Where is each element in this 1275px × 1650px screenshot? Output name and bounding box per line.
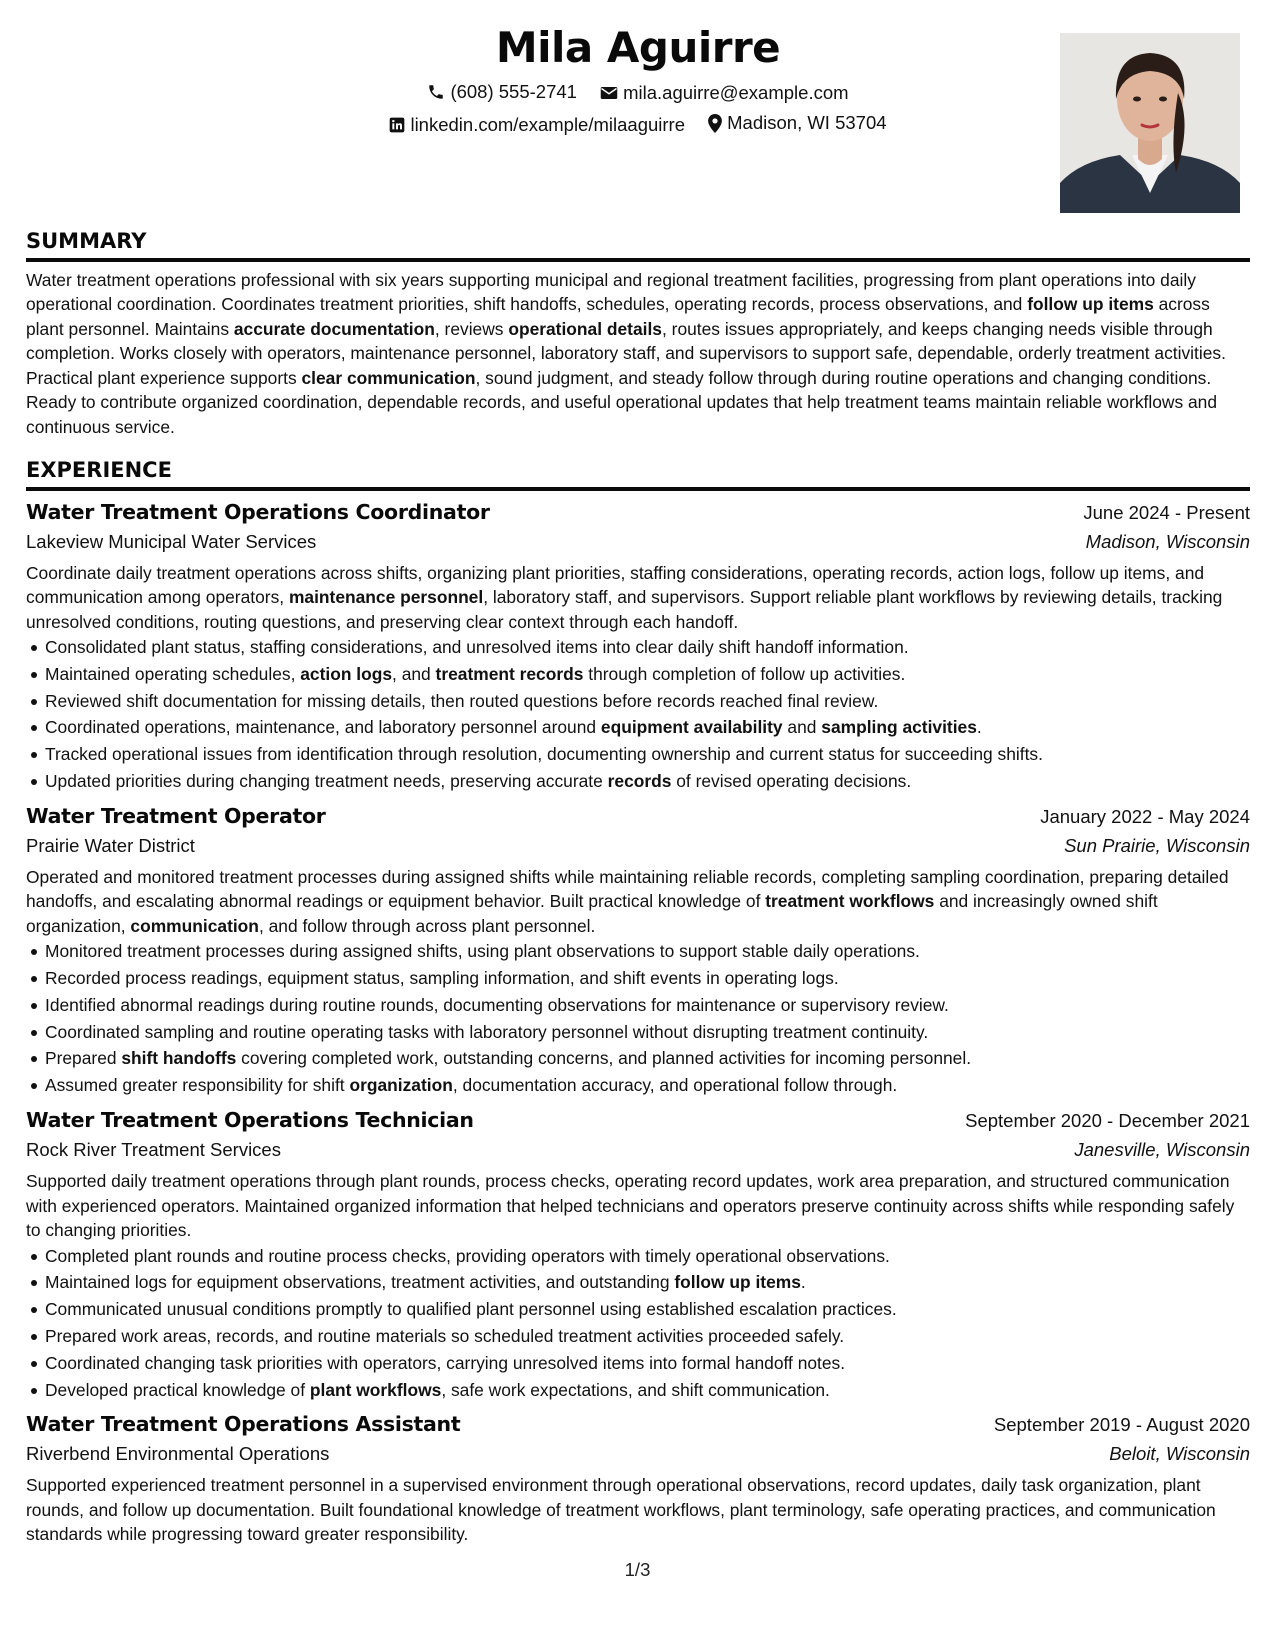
emphasis-text: shift handoffs xyxy=(121,1048,237,1069)
job-bullet: Communicated unusual conditions promptly to qualified plant personnel using established escalation practices. xyxy=(45,1296,1250,1323)
summary-heading: SUMMARY xyxy=(26,229,147,253)
job-summary: Supported daily treatment operations through plant rounds, process checks, operating record updates, work area preparation, and structured communication with experienced operators. Maintained organized information that helped technicians and operators preserve continuity across shifts while responding safely to changing priorities. xyxy=(26,1171,1235,1241)
phone-number[interactable]: (608) 555-2741 xyxy=(450,81,577,102)
experience-section xyxy=(26,456,1250,1547)
company-name: Rock River Treatment Services xyxy=(26,1139,281,1161)
job-location: Janesville, Wisconsin xyxy=(1074,1139,1250,1161)
job-summary: Supported experienced treatment personnel in a supervised environment through operational observations, record updates, daily task organization, plant rounds, and follow up documentation. Built foundational knowledge of treatment workflows, plant terminology, safe operating practices, and communication standards while progressing toward greater responsibility. xyxy=(26,1475,1216,1545)
job-bullet: Developed practical knowledge of plant workflows, safe work expectations, and shift communication. xyxy=(45,1377,1250,1404)
job-bullet-list xyxy=(26,938,1250,1099)
map-pin-icon xyxy=(708,114,722,133)
job-bullet: Prepared work areas, records, and routine materials so scheduled treatment activities proceeded safely. xyxy=(45,1323,1250,1350)
job-dates: January 2022 - May 2024 xyxy=(1040,805,1250,827)
job-bullet: Consolidated plant status, staffing considerations, and unresolved items into clear daily shift handoff information. xyxy=(45,634,1250,661)
envelope-icon xyxy=(600,85,618,101)
linkedin-icon xyxy=(389,117,405,133)
job-entry xyxy=(26,1105,1250,1403)
job-bullet: Maintained operating schedules, action logs, and treatment records through completion of follow up activities. xyxy=(45,661,1250,688)
emphasis-text: communication xyxy=(130,915,259,936)
emphasis-text: sampling activities xyxy=(821,717,977,738)
job-title: Water Treatment Operations Assistant xyxy=(26,1412,461,1437)
job-bullet-list xyxy=(26,1243,1250,1404)
summary-section xyxy=(26,227,1250,439)
job-header xyxy=(26,1105,1250,1135)
job-bullet: Completed plant rounds and routine process checks, providing operators with timely operational observations. xyxy=(45,1243,1250,1270)
email-contact xyxy=(600,80,848,106)
company-name: Lakeview Municipal Water Services xyxy=(26,530,317,552)
phone-icon xyxy=(427,83,445,101)
emphasis-text: organization xyxy=(349,1075,453,1096)
job-bullet: Maintained logs for equipment observations, treatment activities, and outstanding follow up items. xyxy=(45,1269,1250,1296)
job-bullet: Identified abnormal readings during routine rounds, documenting observations for maintenance or supervisory review. xyxy=(45,992,1250,1019)
location-text: Madison, WI 53704 xyxy=(727,112,887,133)
job-subheader xyxy=(26,527,1250,557)
job-header xyxy=(26,497,1250,527)
job-bullet: Prepared shift handoffs covering completed work, outstanding concerns, and planned activities for incoming personnel. xyxy=(45,1045,1250,1072)
job-bullet: Coordinated operations, maintenance, and laboratory personnel around equipment availability and sampling activities. xyxy=(45,714,1250,741)
job-entry xyxy=(26,1409,1250,1547)
candidate-name: Mila Aguirre xyxy=(495,23,781,72)
job-dates: June 2024 - Present xyxy=(1083,501,1250,523)
job-bullet: Coordinated changing task priorities with operators, carrying unresolved items into formal handoff notes. xyxy=(45,1350,1250,1377)
job-bullet: Monitored treatment processes during assigned shifts, using plant observations to support stable daily operations. xyxy=(45,938,1250,965)
emphasis-text: records xyxy=(607,770,672,791)
job-subheader xyxy=(26,831,1250,861)
job-entry xyxy=(26,497,1250,795)
email-address[interactable]: mila.aguirre@example.com xyxy=(623,82,849,103)
emphasis-text: maintenance personnel xyxy=(288,587,484,607)
emphasis-text: action logs xyxy=(300,663,393,684)
profile-photo xyxy=(1060,33,1240,213)
location-contact xyxy=(708,110,886,136)
company-name: Riverbend Environmental Operations xyxy=(26,1443,330,1465)
company-name: Prairie Water District xyxy=(26,834,195,856)
job-dates: September 2019 - August 2020 xyxy=(993,1414,1250,1436)
phone-contact xyxy=(427,79,577,105)
section-divider xyxy=(26,487,1250,491)
job-bullet: Reviewed shift documentation for missing details, then routed questions before records reached final review. xyxy=(45,688,1250,715)
emphasis-text: accurate documentation xyxy=(233,318,435,339)
job-bullet: Coordinated sampling and routine operating tasks with laboratory personnel without disrupting treatment continuity. xyxy=(45,1019,1250,1046)
job-title: Water Treatment Operations Coordinator xyxy=(26,499,490,524)
linkedin-url[interactable]: linkedin.com/example/milaaguirre xyxy=(410,113,685,135)
job-location: Madison, Wisconsin xyxy=(1085,530,1250,552)
emphasis-text: operational details xyxy=(508,318,662,339)
job-bullet: Updated priorities during changing treatment needs, preserving accurate records of revised operating decisions. xyxy=(45,768,1250,795)
job-bullet-list xyxy=(26,634,1250,795)
job-title: Water Treatment Operations Technician xyxy=(26,1108,474,1133)
job-list xyxy=(26,497,1250,1547)
experience-heading: EXPERIENCE xyxy=(26,458,172,482)
job-summary: Operated and monitored treatment processes during assigned shifts while maintaining reliable records, completing sampling coordination, preparing detailed handoffs, and escalating abnormal readings or equipment behavior. Built practical knowledge of treatment workflows and increasingly owned shift organization, communication, and follow through across plant personnel. xyxy=(26,866,1229,936)
summary-text: Water treatment operations professional with six years supporting municipal and regional treatment facilities, progressing from plant operations into daily operational coordination. Coordinates treatment priorities, shift handoffs, schedules, operating records, process observations, and follow up items across plant personnel. Maintains accurate documentation, reviews operational details, routes issues appropriately, and keeps changing needs visible through completion. Works closely with operators, maintenance personnel, laboratory staff, and supervisors to support safe, dependable, orderly treatment activities. Practical plant experience supports clear communication, sound judgment, and steady follow through during routine operations and changing conditions. Ready to contribute organized coordination, dependable records, and useful operational updates that help treatment teams maintain reliable workflows and continuous service. xyxy=(26,269,1226,437)
job-dates: September 2020 - December 2021 xyxy=(965,1110,1250,1132)
job-subheader xyxy=(26,1439,1250,1469)
job-entry xyxy=(26,801,1250,1099)
section-divider xyxy=(26,258,1250,262)
job-bullet: Recorded process readings, equipment status, sampling information, and shift events in operating logs. xyxy=(45,965,1250,992)
emphasis-text: plant workflows xyxy=(309,1379,442,1400)
linkedin-contact xyxy=(389,112,685,138)
emphasis-text: treatment records xyxy=(435,663,584,684)
job-location: Sun Prairie, Wisconsin xyxy=(1064,834,1250,856)
job-summary: Coordinate daily treatment operations across shifts, organizing plant priorities, staffing considerations, operating records, action logs, follow up items, and communication among operators, maintenance personnel, laboratory staff, and supervisors. Support reliable plant workflows by reviewing details, tracking unresolved conditions, routing questions, and preserving clear context through each handoff. xyxy=(26,562,1223,632)
emphasis-text: follow up items xyxy=(674,1272,801,1293)
job-header xyxy=(26,1409,1250,1439)
job-subheader xyxy=(26,1135,1250,1165)
emphasis-text: clear communication xyxy=(301,367,476,388)
emphasis-text: follow up items xyxy=(1027,294,1154,314)
emphasis-text: treatment workflows xyxy=(765,891,935,912)
job-location: Beloit, Wisconsin xyxy=(1109,1443,1250,1465)
job-title: Water Treatment Operator xyxy=(26,803,326,828)
job-bullet: Assumed greater responsibility for shift organization, documentation accuracy, and operational follow through. xyxy=(45,1072,1250,1099)
job-bullet: Tracked operational issues from identification through resolution, documenting ownership and current status for succeeding shifts. xyxy=(45,741,1250,768)
resume-header xyxy=(26,0,1250,214)
page-number: 1/3 xyxy=(624,1559,651,1580)
job-header xyxy=(26,801,1250,831)
emphasis-text: equipment availability xyxy=(600,717,783,738)
resume-page xyxy=(26,0,1250,1650)
